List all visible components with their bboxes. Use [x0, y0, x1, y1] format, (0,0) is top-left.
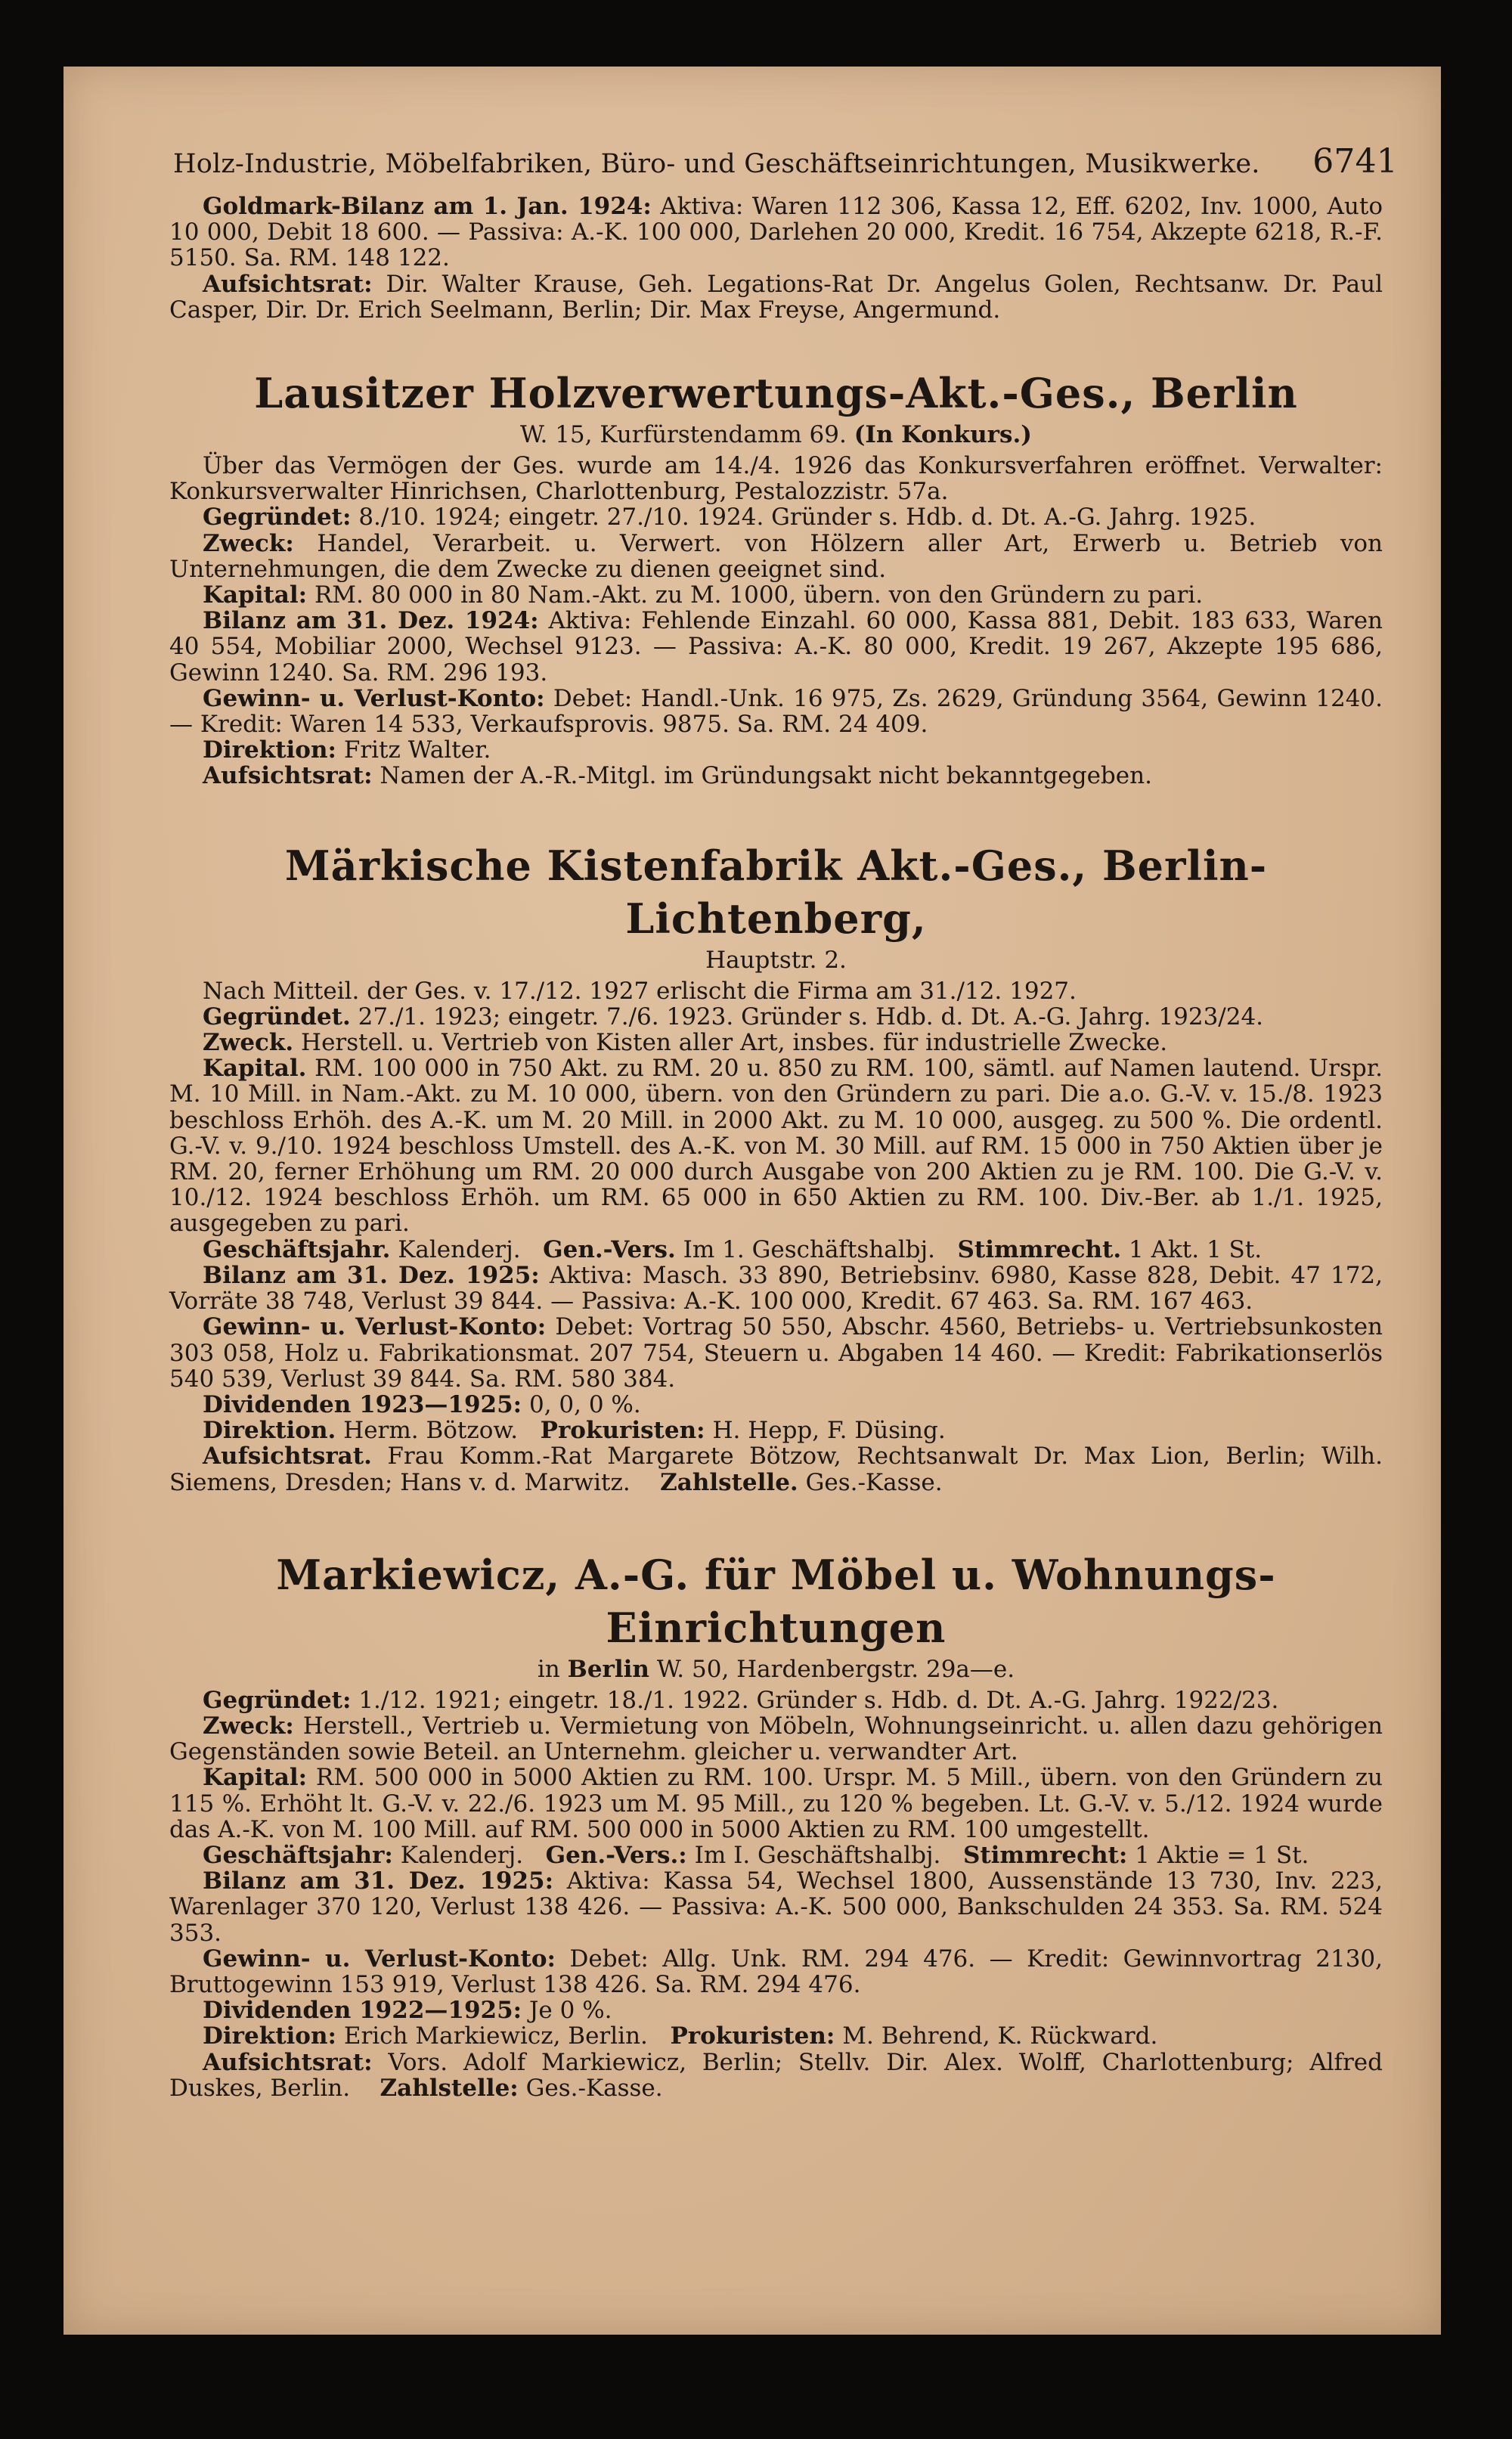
company-entry-lausitzer: [169, 367, 1383, 789]
label: Gegründet:: [203, 504, 352, 531]
text: Aktiva: Kassa 54, Wechsel 1800, Aussenstände 13 730, Inv. 223, Warenlager 370 120, Verlust 138 426. — Passiva: A.-K. 500 000, Bankschulden 24 353. Sa. RM. 524 353.: [169, 1867, 1383, 1947]
paragraph: [169, 504, 1383, 530]
paragraph: [169, 2023, 1383, 2049]
label: Direktion.: [203, 1417, 336, 1445]
text: 1 Aktie = 1 St.: [1135, 1841, 1309, 1869]
paragraph: Nach Mitteil. der Ges. v. 17./12. 1927 erlischt die Firma am 31./12. 1927.: [203, 977, 1077, 1005]
label: Bilanz am 31. Dez. 1925:: [203, 1867, 554, 1895]
paragraph: [169, 1997, 1383, 2023]
label: Bilanz am 31. Dez. 1925:: [203, 1261, 540, 1289]
text: Aktiva: Masch. 33 890, Betriebsinv. 6980, Kasse 828, Debit. 47 172, Vorräte 38 748, Verlust 39 844. — Passiva: A.-K. 100 000, Kredit. 67 463. Sa. RM. 167 463.: [169, 1261, 1383, 1316]
company-address: [169, 420, 1383, 450]
text: Ges.-Kasse.: [805, 1468, 943, 1496]
text: H. Hepp, F. Düsing.: [712, 1417, 946, 1445]
running-header: [173, 142, 1398, 181]
label: Gegründet:: [203, 1686, 352, 1714]
label: Zahlstelle:: [380, 2074, 519, 2102]
label: Stimmrecht.: [957, 1235, 1122, 1263]
label: Prokuristen:: [540, 1417, 705, 1445]
text: Frau Komm.-Rat Margarete Bötzow, Rechtsanwalt Dr. Max Lion, Berlin; Wilh. Siemens, Dresden; Hans v. d. Marwitz.: [169, 1443, 1383, 1496]
paragraph: [169, 271, 1383, 323]
label: Dividenden 1922—1925:: [203, 1997, 522, 2025]
text: Herstell. u. Vertrieb von Kisten aller Art, insbes. für industrielle Zwecke.: [301, 1029, 1168, 1057]
label: Zweck:: [203, 1712, 294, 1740]
paragraph: [169, 1946, 1383, 1997]
paragraph: [169, 1314, 1383, 1392]
page-scan: [64, 67, 1441, 2335]
text: RM. 80 000 in 80 Nam.-Akt. zu M. 1000, übern. von den Gründern zu pari.: [314, 581, 1204, 609]
text: 8./10. 1924; eingetr. 27./10. 1924. Gründer s. Hdb. d. Dt. A.-G. Jahrg. 1925.: [358, 504, 1256, 531]
label: Dividenden 1923—1925:: [203, 1390, 522, 1418]
status: (In Konkurs.): [854, 421, 1032, 449]
paragraph: [169, 1443, 1383, 1495]
paragraph: Über das Vermögen der Ges. wurde am 14./4. 1926 das Konkursverfahren eröffnet. Verwalter: Konkursverwalter Hinrichsen, Charlottenburg, Pestalozzistr. 57a.: [169, 452, 1383, 506]
text: Debet: Allg. Unk. RM. 294 476. — Kredit: Gewinnvortrag 2130, Bruttogewinn 153 919, Verlust 138 426. Sa. RM. 294 476.: [169, 1945, 1383, 1998]
text: RM. 500 000 in 5000 Aktien zu RM. 100. Urspr. M. 5 Mill., übern. von den Gründern zu 115 %. Erhöht lt. G.-V. v. 22./6. 1923 um M. 95 Mill., zu 120 % begeben. Lt. G.-V. v. 5./12. 1924 wurde das A.-K. von M. 100 Mill. auf RM. 500 000 in 5000 Aktien zu RM. 100 umgestellt.: [169, 1764, 1383, 1843]
paragraph: [169, 2050, 1383, 2101]
paragraph: [169, 1418, 1383, 1443]
text: Im I. Geschäftshalbj.: [694, 1841, 941, 1869]
label: Kapital:: [203, 1764, 308, 1792]
company-address: Hauptstr. 2.: [705, 946, 847, 974]
address-rest: W. 50, Hardenbergstr. 29a—e.: [656, 1655, 1015, 1683]
company-title: Lausitzer Holzverwertungs-Akt.-Ges., Berlin: [254, 369, 1298, 418]
label: Aufsichtsrat:: [203, 270, 373, 298]
paragraph: [169, 531, 1383, 582]
paragraph: [169, 1392, 1383, 1418]
text: Vors. Adolf Markiewicz, Berlin; Stellv. Dir. Alex. Wolff, Charlottenburg; Alfred Duskes, Berlin.: [169, 2048, 1383, 2102]
text: Debet: Handl.-Unk. 16 975, Zs. 2629, Gründung 3564, Gewinn 1240. — Kredit: Waren 14 533, Verkaufsprovis. 9875. Sa. RM. 24 409.: [169, 684, 1383, 739]
paragraph: [169, 1868, 1383, 1946]
text: Erich Markiewicz, Berlin.: [343, 2022, 648, 2050]
text: 1 Akt. 1 St.: [1129, 1235, 1263, 1263]
address-city: Berlin: [567, 1655, 649, 1683]
text: Aktiva: Fehlende Einzahl. 60 000, Kassa 881, Debit. 183 633, Waren 40 554, Mobiliar 2000, Wechsel 9123. — Passiva: A.-K. 80 000, Kredit. 19 267, Akzepte 195 686, Gewinn 1240. Sa. RM. 296 193.: [169, 607, 1383, 686]
address: W. 15, Kurfürstendamm 69.: [520, 421, 847, 449]
paragraph: [169, 582, 1383, 608]
label: Zweck.: [203, 1029, 294, 1057]
text: 1./12. 1921; eingetr. 18./1. 1922. Gründer s. Hdb. d. Dt. A.-G. Jahrg. 1922/23.: [358, 1686, 1279, 1714]
previous-entry: [169, 194, 1383, 323]
label: Prokuristen:: [670, 2022, 835, 2050]
paragraph: [169, 194, 1383, 271]
label: Gen.-Vers.: [543, 1235, 676, 1263]
text: Handel, Verarbeit. u. Verwert. von Hölzern aller Art, Erwerb u. Betrieb von Unternehmungen, die dem Zwecke zu dienen geeignet sind.: [169, 529, 1383, 583]
company-title: Markiewicz, A.-G. für Möbel u. Wohnungs-Einrichtungen: [276, 1550, 1276, 1652]
text: Fritz Walter.: [343, 736, 491, 764]
paragraph: [169, 737, 1383, 763]
company-entry-markiewicz: [169, 1548, 1383, 2101]
page-content: [169, 194, 1383, 2101]
running-title: Holz-Industrie, Möbelfabriken, Büro- und Geschäftseinrichtungen, Musikwerke.: [173, 149, 1260, 179]
paragraph: [169, 1055, 1383, 1236]
label: Kapital:: [203, 581, 308, 609]
paragraph: [169, 1713, 1383, 1765]
company-address: [169, 1654, 1383, 1684]
text: Im 1. Geschäftshalbj.: [683, 1235, 935, 1263]
text: M. Behrend, K. Rückward.: [842, 2022, 1158, 2050]
paragraph: [169, 1842, 1383, 1868]
label: Gen.-Vers.:: [545, 1841, 687, 1869]
text: Je 0 %.: [528, 1997, 612, 2025]
text: RM. 100 000 in 750 Akt. zu RM. 20 u. 850 zu RM. 100, sämtl. auf Namen lautend. Urspr. M. 10 Mill. in Nam.-Akt. zu M. 10 000, übern. von den Gründern zu pari. Die a.o. G.-V. v. 15./8. 1923 beschloss Erhöh. des A.-K. um M. 20 Mill. in 2000 Akt. zu M. 10 000, ausgeg. zu 500 %. Die ordentl. G.-V. v. 9./10. 1924 beschloss Umstell. des A.-K. von M. 30 Mill. auf RM. 15 000 in 750 Aktien über je RM. 20, ferner Erhöhung um RM. 20 000 durch Ausgabe von 200 Aktien zu je RM. 100. Die G.-V. v. 10./12. 1924 beschloss Erhöh. um RM. 65 000 in 650 Aktien zu RM. 100. Div.-Ber. ab 1./1. 1925, ausgegeben zu pari.: [169, 1055, 1383, 1238]
label: Bilanz am 31. Dez. 1924:: [203, 607, 539, 635]
page-number: 6741: [1312, 142, 1398, 181]
label: Gewinn- u. Verlust-Konto:: [203, 1945, 556, 1973]
text: Debet: Vortrag 50 550, Abschr. 4560, Betriebs- u. Vertriebsunkosten 303 058, Holz u. Fabrikationsmat. 207 754, Steuern u. Abgaben 14 460. — Kredit: Fabrikationserlös 540 539, Verlust 39 844. Sa. RM. 580 384.: [169, 1313, 1383, 1393]
paragraph: [169, 1687, 1383, 1713]
paragraph: [169, 763, 1383, 789]
label: Gewinn- u. Verlust-Konto:: [203, 684, 545, 712]
text: Kalenderj.: [398, 1235, 521, 1263]
text: Dir. Walter Krause, Geh. Legations-Rat Dr. Angelus Golen, Rechtsanw. Dr. Paul Casper, Dir. Dr. Erich Seelmann, Berlin; Dir. Max Freyse, Angermund.: [169, 270, 1383, 324]
label: Direktion:: [203, 736, 336, 764]
paragraph: [169, 1004, 1383, 1030]
address-prefix: in: [537, 1655, 560, 1683]
text: Herm. Bötzow.: [343, 1417, 519, 1445]
label: Zweck:: [203, 529, 294, 557]
company-title: Märkische Kistenfabrik Akt.-Ges., Berlin-Lichtenberg,: [284, 841, 1268, 943]
label: Gegründet.: [203, 1003, 351, 1030]
label: Kapital.: [203, 1055, 307, 1083]
text: Kalenderj.: [400, 1841, 524, 1869]
paragraph: [169, 608, 1383, 686]
label: Gewinn- u. Verlust-Konto:: [203, 1313, 547, 1341]
label: Direktion:: [203, 2022, 336, 2050]
text: Ges.-Kasse.: [525, 2074, 663, 2102]
text: 27./1. 1923; eingetr. 7./6. 1923. Gründer s. Hdb. d. Dt. A.-G. Jahrg. 1923/24.: [358, 1003, 1264, 1030]
text: Aktiva: Waren 112 306, Kassa 12, Eff. 6202, Inv. 1000, Auto 10 000, Debit 18 600. — Passiva: A.-K. 100 000, Darlehen 20 000, Kredit. 16 754, Akzepte 6218, R.-F. 5150. Sa. RM. 148 122.: [169, 193, 1383, 272]
company-entry-maerkische: [169, 839, 1383, 1495]
label: Aufsichtsrat:: [203, 762, 373, 790]
paragraph: [169, 1030, 1383, 1055]
label: Geschäftsjahr:: [203, 1841, 393, 1869]
paragraph: [169, 686, 1383, 737]
paragraph: [169, 1237, 1383, 1263]
text: 0, 0, 0 %.: [528, 1390, 641, 1418]
label: Stimmrecht:: [962, 1841, 1128, 1869]
label: Aufsichtsrat:: [203, 2048, 373, 2076]
label: Goldmark-Bilanz am 1. Jan. 1924:: [203, 193, 652, 220]
label: Aufsichtsrat.: [203, 1443, 372, 1471]
label: Geschäftsjahr.: [203, 1235, 391, 1263]
label: Zahlstelle.: [660, 1468, 798, 1496]
text: Namen der A.-R.-Mitgl. im Gründungsakt nicht bekanntgegeben.: [380, 762, 1152, 790]
paragraph: [169, 1765, 1383, 1842]
paragraph: [169, 1263, 1383, 1314]
text: Herstell., Vertrieb u. Vermietung von Möbeln, Wohnungseinricht. u. allen dazu gehörigen Gegenständen sowie Beteil. an Unternehm. gleicher u. verwandter Art.: [169, 1712, 1383, 1766]
